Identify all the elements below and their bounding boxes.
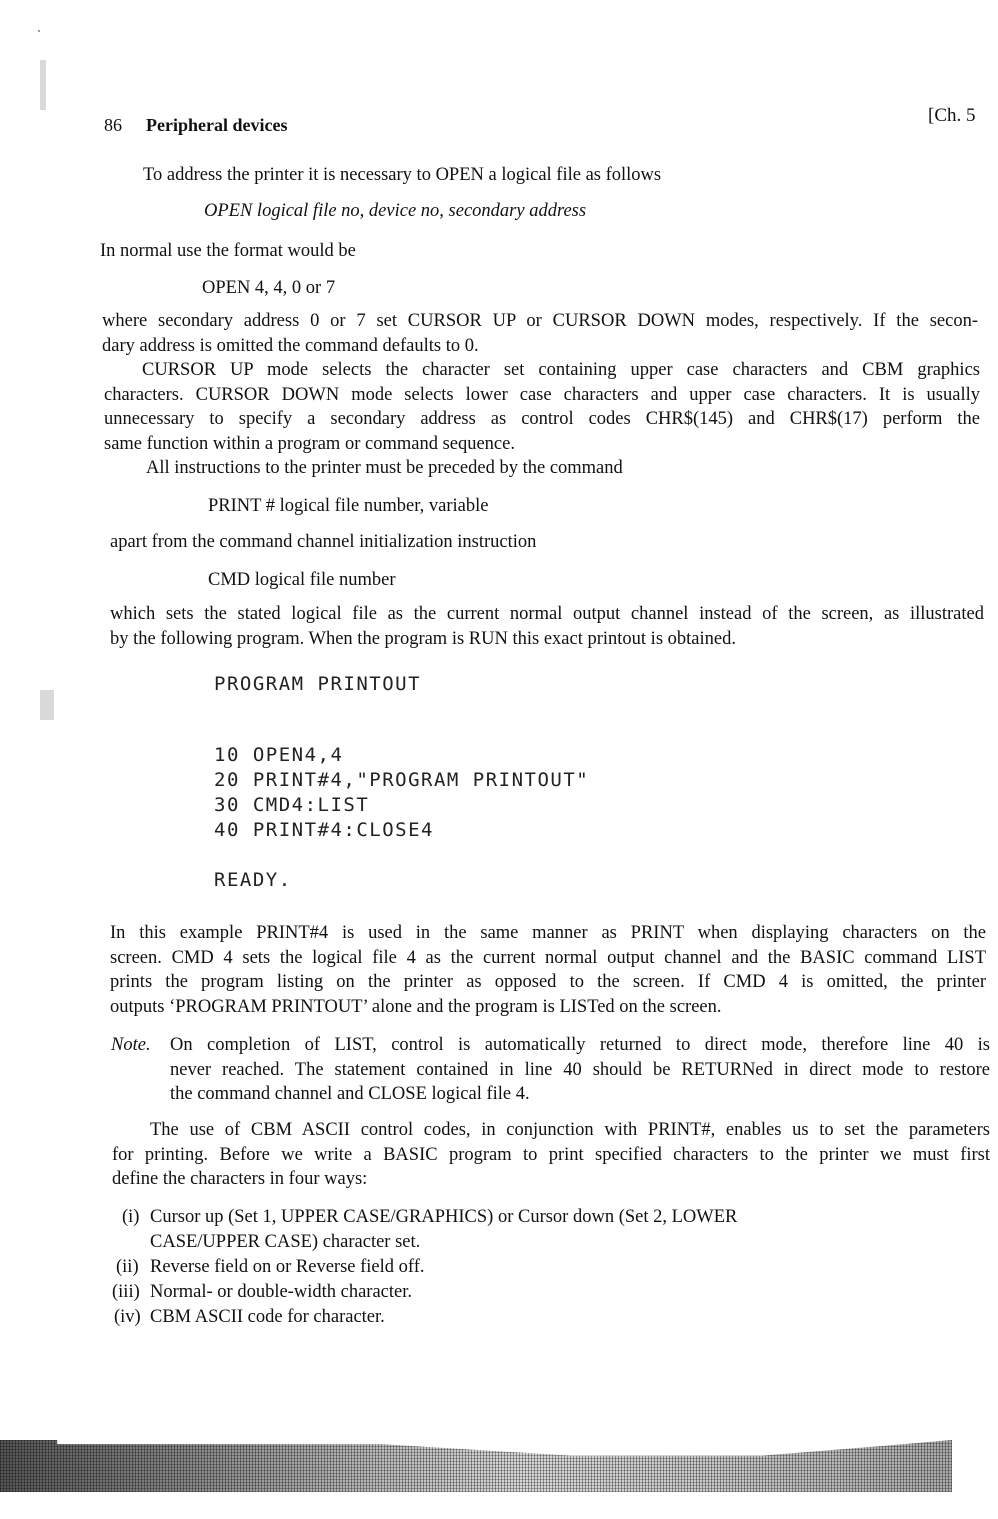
chapter-label: [Ch. 5 [928,105,976,126]
printout-title: PROGRAM PRINTOUT [214,673,422,695]
list-item-text: Normal- or double-width character. [150,1282,412,1302]
text-line: by the following program. When the program is RUN this exact printout is obtained. [110,628,736,649]
page-number: 86 [104,115,122,135]
paragraph-control-codes [112,1118,990,1192]
scan-speck [40,60,46,110]
scan-speck [38,30,40,32]
text-line: In this example PRINT#4 is used in the same manner as PRINT when displaying characters on the [110,923,986,943]
paragraph-open-intro: To address the printer it is necessary to OPEN a logical file as follows [143,165,662,185]
paragraph-normal-use: In normal use the format would be [100,241,356,261]
list-marker: (i) [122,1207,140,1227]
text-line: outputs ‘PROGRAM PRINTOUT’ alone and the program is LISTed on the screen. [110,996,722,1017]
note-label: Note. [111,1035,151,1055]
list-item-text: Cursor up (Set 1, UPPER CASE/GRAPHICS) or Cursor down (Set 2, LOWER [150,1207,738,1227]
text-line: where secondary address 0 or 7 set CURSOR UP or CURSOR DOWN modes, respectively. If the secon- [102,311,978,331]
code-line: 30 CMD4:LIST [214,794,370,816]
code-line: 10 OPEN4,4 [214,744,344,766]
paragraph-cmd-description [110,602,984,651]
list-marker: (ii) [116,1257,139,1277]
text-line: CURSOR UP mode selects the character set containing upper case characters and CBM graphics [142,360,980,380]
example-open: OPEN 4, 4, 0 or 7 [202,278,336,298]
list-marker: (iv) [114,1307,141,1327]
text-line: the command channel and CLOSE logical file 4. [170,1084,530,1104]
syntax-open: OPEN logical file no, device no, secondary address [204,201,587,221]
paragraph-cursor-modes [104,358,980,456]
text-line: screen. CMD 4 sets the logical file 4 as the current normal output channel and the BASIC command LIST [110,947,986,968]
code-line: 40 PRINT#4:CLOSE4 [214,819,434,841]
paragraph-secondary-address [102,309,978,358]
syntax-cmd: CMD logical file number [208,570,396,590]
text-line: dary address is omitted the command defaults to 0. [102,335,479,356]
text-line: The use of CBM ASCII control codes, in conjunction with PRINT#, enables us to set the parameters [150,1120,990,1140]
note-body [170,1033,990,1107]
code-line: 20 PRINT#4,"PROGRAM PRINTOUT" [214,769,590,791]
paragraph-example-explanation [110,921,986,1019]
list-item-text: CASE/UPPER CASE) character set. [150,1232,421,1252]
text-line: same function within a program or command sequence. [104,433,515,454]
text-line: On completion of LIST, control is automatically returned to direct mode, therefore line 40 is [170,1035,990,1055]
syntax-print: PRINT # logical file number, variable [208,496,489,516]
list-item-text: CBM ASCII code for character. [150,1307,385,1327]
text-line: characters. CURSOR DOWN mode selects lower case characters and upper case characters. It is usually [104,384,980,405]
paragraph-apart: apart from the command channel initialization instruction [110,532,537,552]
list-item-text: Reverse field on or Reverse field off. [150,1257,425,1277]
text-line: unnecessary to specify a secondary address as control codes CHR$(145) and CHR$(17) perform the [104,409,980,429]
paragraph-instructions: All instructions to the printer must be preceded by the command [146,458,623,478]
list-marker: (iii) [112,1282,140,1302]
text-line: never reached. The statement contained in line 40 should be RETURNed in direct mode to restore [170,1059,990,1080]
scan-speck [40,690,54,720]
text-line: define the characters in four ways: [112,1169,368,1189]
text-line: for printing. Before we write a BASIC program to print specified characters to the printer we must first [112,1144,990,1165]
scan-shadow-band [0,1440,952,1492]
text-line: prints the program listing on the printer as opposed to the screen. If CMD 4 is omitted, the printer [110,972,986,992]
printout-ready: READY. [214,869,292,891]
running-title: Peripheral devices [146,115,288,135]
text-line: which sets the stated logical file as the current normal output channel instead of the screen, as illustrated [110,604,984,624]
